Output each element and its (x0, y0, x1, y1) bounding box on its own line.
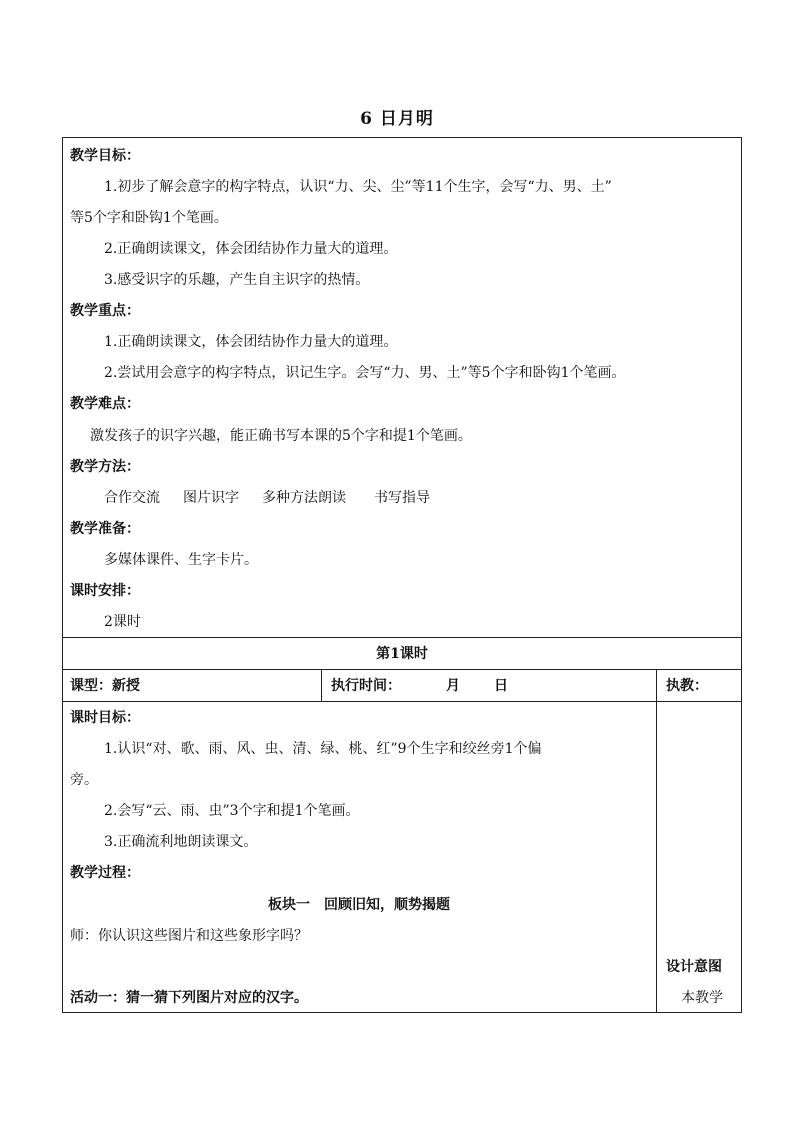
schedule-heading: 课时安排： (70, 583, 140, 599)
difficulties-heading: 教学难点： (70, 396, 140, 412)
method-item: 图片识字 (183, 490, 239, 506)
objective-item-1-cont: 等5个字和卧钩1个笔画。 (70, 210, 228, 226)
method-item: 书写指导 (374, 490, 430, 506)
method-item: 合作交流 (104, 490, 160, 506)
method-item: 多种方法朗读 (262, 490, 346, 506)
lesson-plan-table (62, 137, 742, 1013)
design-intent-text: 本教学 (681, 990, 723, 1006)
row-divider (62, 669, 742, 670)
row-divider (62, 637, 742, 638)
design-intent-heading: 设计意图 (666, 959, 722, 975)
lesson-objective-item-1-cont: 旁。 (70, 772, 98, 788)
objective-item-2: 2.正确朗读课文，体会团结协作力量大的道理。 (104, 241, 398, 257)
schedule-text: 2课时 (104, 614, 141, 630)
lesson-objectives-heading: 课时目标： (70, 710, 140, 726)
teacher-label: 执教： (666, 678, 708, 694)
activity-one: 活动一：猜一猜下列图片对应的汉字。 (70, 990, 308, 1006)
lesson-objective-item-1: 1.认识“对、歌、雨、风、虫、清、绿、桃、红”9个生字和绞丝旁1个偏 (104, 741, 542, 757)
lesson-objective-item-3: 3.正确流利地朗读课文。 (104, 834, 258, 850)
row-divider (62, 701, 742, 702)
preparation-heading: 教学准备： (70, 521, 140, 537)
objective-item-3: 3.感受识字的乐趣，产生自主识字的热情。 (104, 272, 370, 288)
preparation-text: 多媒体课件、生字卡片。 (104, 552, 258, 568)
difficulties-text: 激发孩子的识字兴趣，能正确书写本课的5个字和提1个笔画。 (90, 428, 472, 444)
lesson-objective-item-2: 2.会写“云、雨、虫”3个字和提1个笔画。 (104, 803, 360, 819)
methods-heading: 教学方法： (70, 459, 140, 475)
execution-time-label: 执行时间： (331, 678, 401, 694)
process-heading: 教学过程： (70, 865, 140, 881)
key-point-item-1: 1.正确朗读课文，体会团结协作力量大的道理。 (104, 334, 398, 350)
document-title: 6 日月明 (360, 109, 434, 129)
objectives-heading: 教学目标： (70, 148, 140, 164)
key-point-item-2: 2.尝试用会意字的构字特点，识记生字。会写“力、男、土”等5个字和卧钩1个笔画。 (104, 365, 626, 381)
column-divider (321, 669, 322, 701)
lesson-header: 第1课时 (376, 646, 428, 662)
lesson-type: 课型：新授 (70, 678, 140, 694)
teacher-question: 师：你认识这些图片和这些象形字吗？ (70, 928, 308, 944)
day-label: 日 (494, 678, 508, 694)
key-points-heading: 教学重点： (70, 303, 140, 319)
column-divider (656, 669, 657, 1013)
objective-item-1: 1.初步了解会意字的构字特点，认识“力、尖、尘”等11个生字，会写“力、男、土” (104, 179, 612, 195)
block-title: 板块一 回顾旧知，顺势揭题 (268, 897, 450, 913)
month-label: 月 (446, 678, 460, 694)
